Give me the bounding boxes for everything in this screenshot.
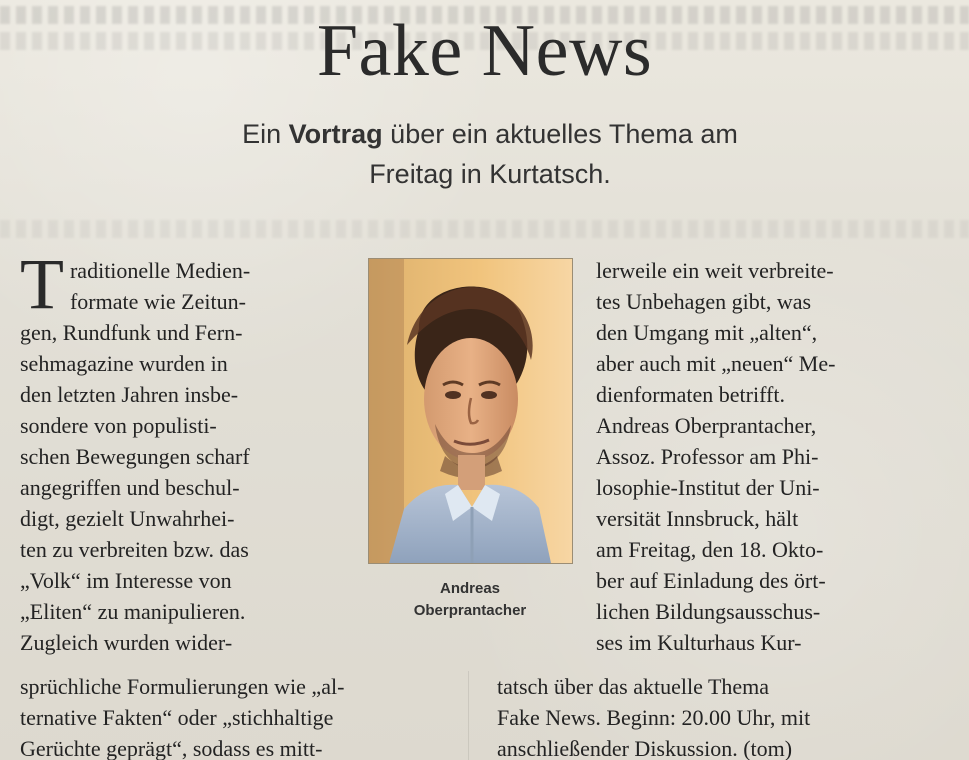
- article-subheadline: [110, 114, 870, 194]
- right-text-line: ber auf Einladung des ört-: [596, 568, 826, 593]
- right-text-line: lichen Bildungsausschus-: [596, 599, 821, 624]
- bottom-right-text-line: tatsch über das aktuelle Thema: [497, 674, 770, 699]
- photo-caption: [385, 578, 555, 622]
- left-text-line: „Eliten“ zu manipulieren.: [20, 599, 246, 624]
- right-text-line: lerweile ein weit verbreite-: [596, 258, 834, 283]
- bottom-left-text-block: [20, 671, 450, 760]
- dropcap-letter: T: [20, 244, 64, 324]
- subheadline-line1-suffix: über ein aktuelles Thema am: [382, 119, 738, 149]
- bottom-right-text-block: [497, 671, 927, 760]
- right-text-column: [596, 255, 932, 658]
- left-text-line: formate wie Zeitun-: [69, 289, 246, 314]
- left-text-line: Zugleich wurden wider-: [20, 630, 233, 655]
- bottom-right-text-line: Fake News. Beginn: 20.00 Uhr, mit: [497, 705, 811, 730]
- right-text-line: Andreas Oberprantacher,: [596, 413, 817, 438]
- bottom-left-text-line: ternative Fakten“ oder „stichhaltige: [20, 705, 334, 730]
- left-text-line: den letzten Jahren insbe-: [20, 382, 239, 407]
- caption-line: Oberprantacher: [413, 602, 527, 619]
- right-text-line: ses im Kulturhaus Kur-: [596, 630, 802, 655]
- subheadline-prefix: Ein: [242, 119, 289, 149]
- portrait-photo: [368, 258, 573, 564]
- right-text-line: dienformaten betrifft.: [596, 382, 785, 407]
- left-text-column: [20, 244, 350, 658]
- bottom-left-text-line: Gerüchte geprägt“, sodass es mitt-: [20, 736, 323, 760]
- caption-line: Andreas: [439, 580, 501, 597]
- left-text-line: raditionelle Medien-: [69, 258, 251, 283]
- right-text-line: versität Innsbruck, hält: [596, 506, 799, 531]
- bottom-right-text-line: anschließender Diskussion. (tom): [497, 736, 793, 760]
- bottom-column-divider: [468, 671, 469, 760]
- left-text-line: sehmagazine wurden in: [20, 351, 228, 376]
- left-text-line: digt, gezielt Unwahrhei-: [20, 506, 235, 531]
- left-text-line: „Volk“ im Interesse von: [20, 568, 232, 593]
- show-through-mid-text: [0, 220, 969, 238]
- left-text-line: ten zu verbreiten bzw. das: [20, 537, 249, 562]
- right-text-line: Assoz. Professor am Phi-: [596, 444, 819, 469]
- left-text-line: gen, Rundfunk und Fern-: [20, 320, 243, 345]
- right-text-line: am Freitag, den 18. Okto-: [596, 537, 824, 562]
- left-text-line: angegriffen und beschul-: [20, 475, 240, 500]
- right-text-line: tes Unbehagen gibt, was: [596, 289, 812, 314]
- subheadline-line2: Freitag in Kurtatsch.: [369, 159, 611, 189]
- subheadline-bold-word: Vortrag: [288, 119, 383, 149]
- left-text-line: sondere von populisti-: [20, 413, 217, 438]
- article-headline: Fake News: [316, 10, 653, 92]
- right-text-line: den Umgang mit „alten“,: [596, 320, 818, 345]
- right-text-line: losophie-Institut der Uni-: [596, 475, 820, 500]
- left-text-line: schen Bewegungen scharf: [20, 444, 250, 469]
- portrait-illustration: [369, 259, 572, 563]
- bottom-left-text-line: sprüchliche Formulierungen wie „al-: [20, 674, 345, 699]
- right-text-line: aber auch mit „neuen“ Me-: [596, 351, 836, 376]
